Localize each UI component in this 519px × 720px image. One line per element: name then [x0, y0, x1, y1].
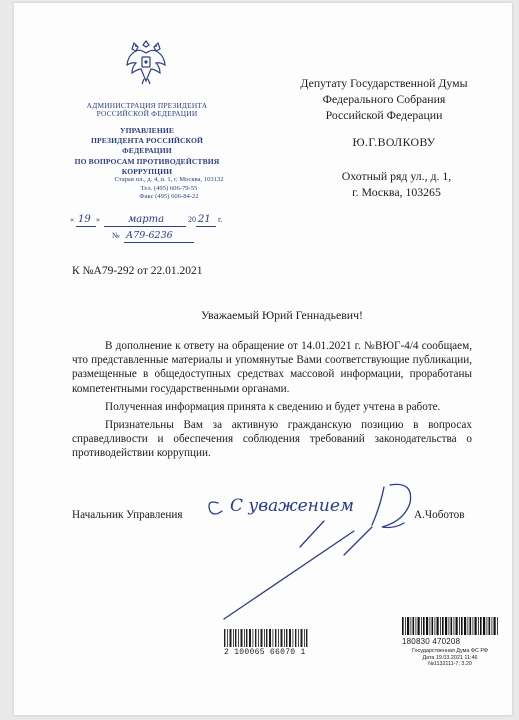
- recipient-line: Депутату Государственной Думы: [300, 76, 468, 90]
- dept-line: ПО ВОПРОСАМ ПРОТИВОДЕЙСТВИЯ: [74, 156, 220, 166]
- stamp-text: [400, 648, 500, 668]
- date-field: « 19 » марта 20 21 г.: [70, 214, 223, 225]
- document-page: [14, 3, 512, 715]
- date-year: 21: [198, 214, 211, 225]
- recipient-name: Ю.Г.ВОЛКОВУ: [352, 135, 436, 149]
- recipient-line: Федерального Собрания: [322, 92, 446, 106]
- date-day: 19: [78, 214, 91, 225]
- barcode-icon: [400, 617, 500, 635]
- stamp-barcode-number: 180830 470208: [402, 637, 461, 646]
- address-line: Охотный ряд ул., д. 1,: [341, 169, 452, 183]
- address-line: Тел. (495) 606-79-55: [140, 184, 198, 192]
- handwritten-signature: [204, 481, 464, 621]
- stamp-line: №1132111-7; 3.20: [428, 661, 472, 668]
- reference-line: К №А79-292 от 22.01.2021: [72, 265, 203, 277]
- document-number: А79-6236: [126, 230, 173, 241]
- paragraph: В дополнение к ответу на обращение от 14.01.2021 г. №ВЮГ-4/4 сообщаем, что представленные материалы и упомянутые Вами соответствующие публикации, размещенные в общедоступных средствах массовой информации, проработаны компетентными государственными органами.: [72, 340, 472, 395]
- stamp-line: Дата 19.03.2021 11:46: [422, 654, 478, 661]
- address-line: Факс (495) 606-84-22: [139, 193, 199, 201]
- dept-line: УПРАВЛЕНИЕ: [119, 126, 174, 135]
- dept-line: КОРРУПЦИИ: [121, 166, 173, 176]
- paragraph: Признательны Вам за активную гражданскую позицию в вопросах справедливости и обеспечения соблюдения требований законодательства о противодействии коррупции.: [72, 419, 472, 460]
- recipient-address: [314, 168, 479, 200]
- letter-body: [72, 339, 472, 465]
- greeting: Уважаемый Юрий Геннадьевич!: [201, 308, 363, 322]
- address-line: г. Москва, 103265: [352, 185, 441, 199]
- barcode-number: 2 100065 66070 1: [224, 648, 306, 657]
- department-name: [66, 126, 228, 177]
- coat-of-arms-icon: [122, 35, 170, 87]
- paragraph: Полученная информация принята к сведению и будет учтена в работе.: [105, 400, 441, 413]
- org-name-line2: РОССИЙСКОЙ ФЕДЕРАЦИИ: [96, 109, 198, 118]
- date-suffix: г.: [218, 215, 223, 224]
- signature-text: С уважением: [230, 496, 354, 516]
- sender-address: [110, 176, 228, 202]
- recipient-block: [284, 75, 484, 123]
- address-line: Старая пл., д. 4, п. 1, г. Москва, 103132: [114, 176, 224, 183]
- signer-name: А.Чоботов: [414, 509, 465, 521]
- org-name-line1: АДМИНИСТРАЦИЯ ПРЕЗИДЕНТА: [86, 101, 208, 110]
- document-number-field: № А79-6236: [112, 231, 202, 245]
- signer-title: Начальник Управления: [72, 509, 183, 521]
- date-month: марта: [128, 214, 165, 225]
- stamp-line: Государственная Дума ФС РФ: [412, 648, 488, 654]
- recipient-line: Российской Федерации: [325, 108, 443, 122]
- barcode-icon: [222, 627, 312, 649]
- dept-line: ПРЕЗИДЕНТА РОССИЙСКОЙ ФЕДЕРАЦИИ: [91, 136, 203, 156]
